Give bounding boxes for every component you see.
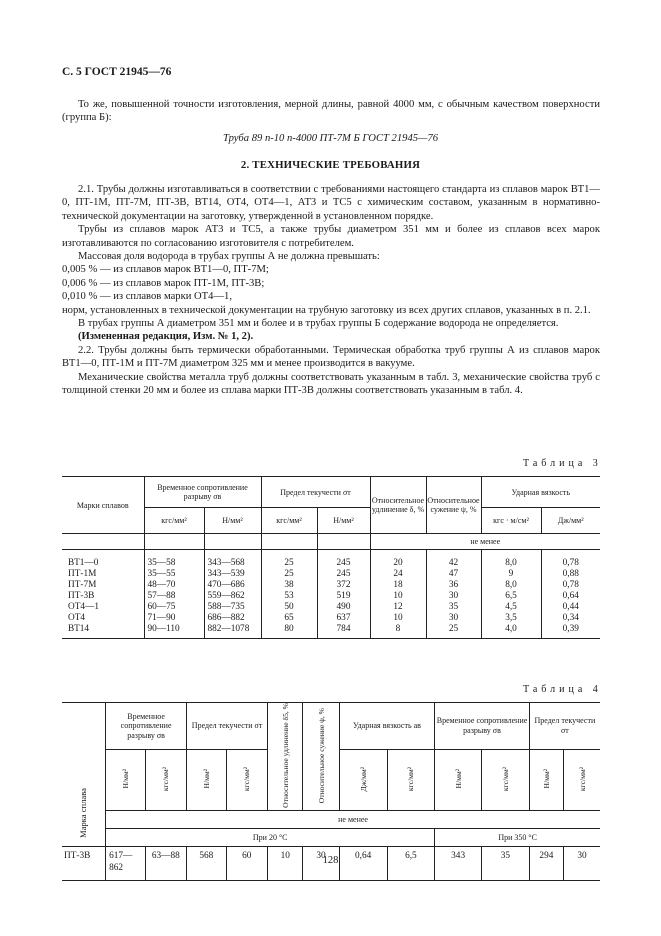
t3-value-cell: 8,0 xyxy=(481,558,541,569)
t4-unit: кгс/мм² xyxy=(482,749,530,810)
t3-value-cell: 343—539 xyxy=(204,569,261,580)
t3-value-cell: 372 xyxy=(317,580,370,591)
t4-header-yield-350: Предел текучести σт xyxy=(529,703,600,750)
t4-header-yield: Предел текучести σт xyxy=(187,703,268,750)
t4-not-less: не менее xyxy=(338,815,368,825)
t4-value-cell: 343 xyxy=(435,847,482,881)
table-3 xyxy=(62,476,600,639)
t4-value-cell: 35 xyxy=(482,847,530,881)
intro-paragraph xyxy=(62,98,600,125)
t3-row xyxy=(62,558,600,569)
t3-value-cell: 784 xyxy=(317,624,370,635)
t4-value-cell: 0,64 xyxy=(339,847,387,881)
t3-value-cell: 0,64 xyxy=(562,591,579,602)
t3-grade-cell: ПТ-7М xyxy=(62,580,144,591)
t3-row xyxy=(62,580,600,591)
t3-not-less: не менее xyxy=(470,537,501,546)
t4-header-tensile: Временное сопротивление разрыву σв xyxy=(106,703,187,750)
t3-value-cell: 470—686 xyxy=(204,580,261,591)
t4-value-cell: 10 xyxy=(268,847,303,881)
t4-unit: кгс/мм² xyxy=(145,749,187,810)
paragraph: Трубы из сплавов марок АТ3 и ТС5, а также трубы диаметром 351 мм и более из сплавов всех марок изготавливаются по согласованию изготовителя с потребителем. xyxy=(62,224,600,249)
t3-value-cell: 12 xyxy=(370,602,426,613)
t3-value-cell: 0,88 xyxy=(562,569,579,580)
t4-value-cell: 63—88 xyxy=(145,847,187,881)
t4-header-impact: Ударная вязкость aв xyxy=(339,703,435,750)
paragraph: Механические свойства металла труб должны соответствовать указанным в табл. 3, механические свойства труб с толщиной стенки 20 мм и более из сплава марки ПТ-3В должны соответствовать указанным в табл. 4. xyxy=(62,371,600,397)
t3-value-cell: 35—55 xyxy=(144,569,204,580)
t3-value-cell: 8,0 xyxy=(481,580,541,591)
t3-value-cell: 25 xyxy=(261,558,317,569)
t3-value-cell: 4,0 xyxy=(481,624,541,635)
t3-value-cell: 245 xyxy=(317,558,370,569)
t3-value-cell: 637 xyxy=(317,613,370,624)
t3-grade-cell: ОТ4—1 xyxy=(62,602,144,613)
t3-unit: Н/мм² xyxy=(204,508,261,534)
t3-value-cell: 25 xyxy=(426,624,481,635)
paragraph: 0,010 % — из сплавов марки ОТ4—1, xyxy=(62,291,232,303)
t4-unit: Н/мм² xyxy=(435,749,482,810)
t3-header-grade: Марки сплавов xyxy=(62,477,144,534)
t3-value-cell: 10 xyxy=(370,591,426,602)
t4-value-cell: 6,5 xyxy=(387,847,435,881)
t4-value-cell: 60 xyxy=(226,847,268,881)
t3-value-cell: 60—75 xyxy=(144,602,204,613)
paragraph-2-1: 2.1. Трубы должны изготавливаться в соответствии с требованиями настоящего стандарта из сплавов марок ВТ1—0, ПТ-1М, ПТ-7М, ПТ-3В, ВТ14, ОТ4, ОТ4—1, АТ3 и ТС5 с химическим составом, указанным в нормативно-технической документации на заготовку, утвержденной в установленном порядке. xyxy=(62,184,600,222)
t3-header-elongation: Относительное удлинение δ, % xyxy=(370,477,426,534)
t3-value-cell: 35—58 xyxy=(144,558,204,569)
t3-row xyxy=(62,602,600,613)
t3-unit: кгс/мм² xyxy=(144,508,204,534)
intro-text: То же, повышенной точности изготовления, мерной длины, равной 4000 мм, с обычным качеством поверхности (группа Б): xyxy=(62,99,600,124)
t3-value-cell: 882—1078 xyxy=(204,624,261,635)
t3-value-cell: 30 xyxy=(426,613,481,624)
t3-header-yield: Предел текучести σт xyxy=(261,477,370,508)
t3-unit: Н/мм² xyxy=(317,508,370,534)
paragraph: норм, установленных в технической документации на трубную заготовку из всех других сплавов, указанных в п. 2.1. xyxy=(62,304,591,316)
t4-grade-cell: ПТ-3В xyxy=(62,847,106,881)
t3-grade-cell: ОТ4 xyxy=(62,613,144,624)
designation-example: Труба 89 n-10 n-4000 ПТ-7М Б ГОСТ 21945—76 xyxy=(222,133,439,144)
t3-value-cell: 36 xyxy=(426,580,481,591)
t3-value-cell: 8 xyxy=(370,624,426,635)
amendment-note: (Измененная редакция, Изм. № 1, 2). xyxy=(78,331,254,343)
t3-value-cell: 20 xyxy=(370,558,426,569)
t3-value-cell: 245 xyxy=(317,569,370,580)
t3-grade-cell: ПТ-1М xyxy=(62,569,144,580)
t4-header-grade: Марка сплава xyxy=(62,703,106,847)
body-text xyxy=(62,183,600,398)
t3-value-cell: 35 xyxy=(426,602,481,613)
t3-value-cell: 47 xyxy=(426,569,481,580)
t3-value-cell: 0,44 xyxy=(562,602,579,613)
t3-value-cell: 42 xyxy=(426,558,481,569)
t3-value-cell: 0,78 xyxy=(562,580,579,591)
paragraph: В трубах группы А диаметром 351 мм и более и в трубах группы Б содержание водорода не определяется. xyxy=(78,318,559,330)
section-title: 2. ТЕХНИЧЕСКИЕ ТРЕБОВАНИЯ xyxy=(240,159,421,171)
t3-value-cell: 588—735 xyxy=(204,602,261,613)
t4-unit: Н/мм² xyxy=(187,749,226,810)
table3-caption: Таблица 3 xyxy=(523,458,602,469)
t3-value-cell: 57—88 xyxy=(144,591,204,602)
t4-at-20: При 20 °С xyxy=(106,829,435,847)
t4-value-cell: 294 xyxy=(529,847,563,881)
t3-value-cell: 519 xyxy=(317,591,370,602)
paragraph-2-2: 2.2. Трубы должны быть термически обработанными. Термическая обработка труб группы А из сплавов марок ВТ1—0, ПТ-1М и ПТ-7М диаметром 325 мм и менее производится в вакууме. xyxy=(62,344,600,370)
table4-caption: Таблица 4 xyxy=(523,684,602,695)
t3-grade-cell: ВТ1—0 xyxy=(62,558,144,569)
t3-value-cell: 30 xyxy=(426,591,481,602)
t3-value-cell: 18 xyxy=(370,580,426,591)
t3-value-cell: 65 xyxy=(261,613,317,624)
page-header: С. 5 ГОСТ 21945—76 xyxy=(62,66,172,78)
t3-grade-cell: ПТ-3В xyxy=(62,591,144,602)
t3-value-cell: 559—862 xyxy=(204,591,261,602)
t3-row xyxy=(62,613,600,624)
t4-unit: Н/мм² xyxy=(529,749,563,810)
t3-value-cell: 343—568 xyxy=(204,558,261,569)
t4-value-cell: 568 xyxy=(187,847,226,881)
t3-value-cell: 90—110 xyxy=(144,624,204,635)
t3-value-cell: 0,78 xyxy=(562,558,579,569)
t3-value-cell: 490 xyxy=(317,602,370,613)
t3-value-cell: 25 xyxy=(261,569,317,580)
t3-value-cell: 3,5 xyxy=(481,613,541,624)
t4-unit: Дж/мм² xyxy=(339,749,387,810)
t3-unit: Дж/мм² xyxy=(557,516,584,525)
t3-unit: кгс · м/см² xyxy=(481,508,541,534)
page-number: 128 xyxy=(322,855,339,866)
t3-value-cell: 71—90 xyxy=(144,613,204,624)
t3-value-cell: 80 xyxy=(261,624,317,635)
t3-value-cell: 10 xyxy=(370,613,426,624)
t4-unit: кгс/мм² xyxy=(577,766,587,791)
t4-at-350: При 350 °С xyxy=(498,833,537,843)
t4-value-cell: 30 xyxy=(303,847,339,881)
t4-header-elongation: Относительное удлинение δ5, % xyxy=(268,703,303,811)
t3-value-cell: 50 xyxy=(261,602,317,613)
t3-value-cell: 0,39 xyxy=(562,624,579,635)
t3-grade-cell: ВТ14 xyxy=(62,624,144,635)
t3-value-cell: 686—882 xyxy=(204,613,261,624)
paragraph: 0,005 % — из сплавов марок ВТ1—0, ПТ-7М; xyxy=(62,264,269,276)
t4-value-cell: 30 xyxy=(577,851,587,862)
t3-unit: кгс/мм² xyxy=(261,508,317,534)
t4-unit: кгс/мм² xyxy=(226,749,268,810)
t3-value-cell: 48—70 xyxy=(144,580,204,591)
t3-row xyxy=(62,569,600,580)
t3-value-cell: 53 xyxy=(261,591,317,602)
t4-unit: кгс/мм² xyxy=(387,749,435,810)
t4-header-contraction: Относительное сужение ψ, % xyxy=(303,703,339,811)
paragraph: 0,006 % — из сплавов марок ПТ-1М, ПТ-3В; xyxy=(62,277,265,289)
t3-value-cell: 38 xyxy=(261,580,317,591)
t3-value-cell: 0,34 xyxy=(562,613,579,624)
t4-unit: Н/мм² xyxy=(106,749,145,810)
paragraph: Массовая доля водорода в трубах группы А не должна превышать: xyxy=(78,251,380,263)
t3-row xyxy=(62,624,600,635)
t3-value-cell: 4,5 xyxy=(481,602,541,613)
t3-header-impact: Ударная вязкость xyxy=(481,477,600,508)
t4-header-tensile-350: Временное сопротивление разрыву σв xyxy=(435,703,530,750)
t3-header-tensile: Временное сопротивление разрыву σв xyxy=(144,477,261,508)
t3-value-cell: 9 xyxy=(481,569,541,580)
t3-value-cell: 24 xyxy=(370,569,426,580)
t3-header-contraction: Относительное сужение ψ, % xyxy=(426,477,481,534)
t3-value-cell: 6,5 xyxy=(481,591,541,602)
t4-value-cell: 617—862 xyxy=(106,847,145,881)
t3-row xyxy=(62,591,600,602)
